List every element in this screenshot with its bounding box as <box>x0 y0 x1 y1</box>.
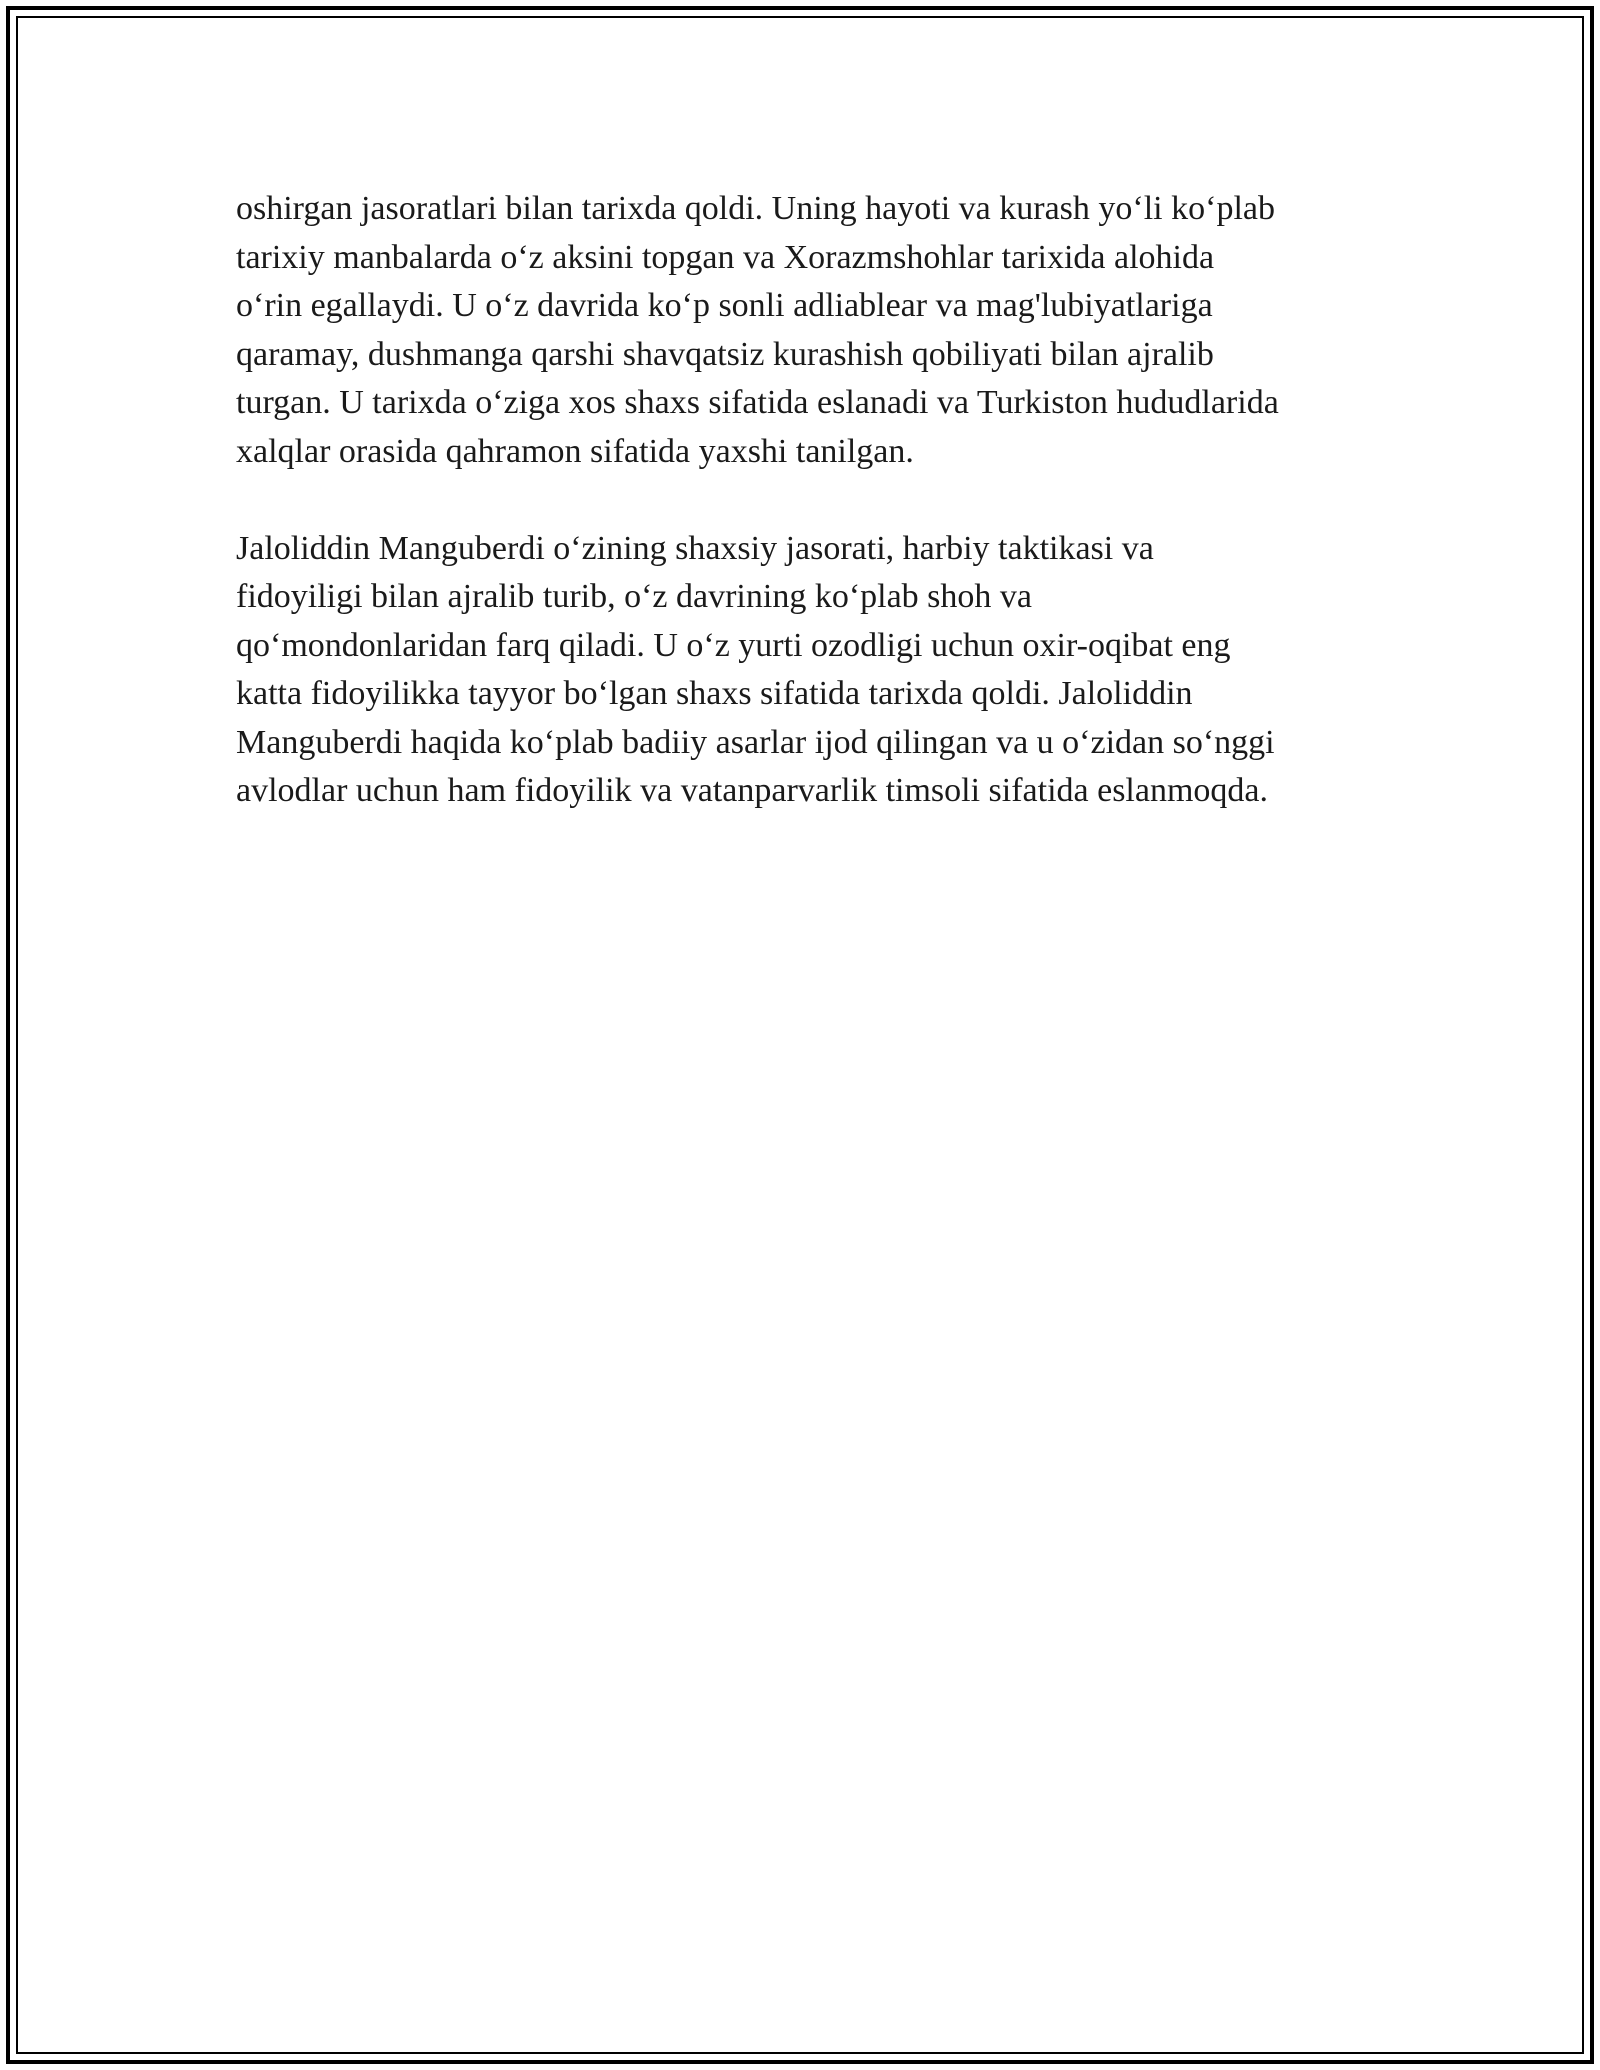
document-body <box>236 185 1376 864</box>
paragraph-2: Jaloliddin Manguberdi o‘zining shaxsiy jasorati, harbiy taktikasi va fidoyiligi bilan ajralib turib, o‘z davrining ko‘plab shoh va qo‘mondonlaridan farq qiladi. U o‘z yurti ozodligi uchun oxir-oqibat eng katta fidoyilikka tayyor bo‘lgan shaxs sifatida tarixda qoldi. Jaloliddin Manguberdi haqida ko‘plab badiiy asarlar ijod qilingan va u o‘zidan so‘nggi avlodlar uchun ham fidoyilik va vatanparvarlik timsoli sifatida eslanmoqda. <box>236 529 1275 809</box>
paragraph-1: oshirgan jasoratlari bilan tarixda qoldi. Uning hayoti va kurash yo‘li ko‘plab tarixiy manbalarda o‘z aksini topgan va Xorazmshohlar tarixida alohida o‘rin egallaydi. U o‘z davrida ko‘p sonli adliablear va mag'lubiyatlariga qaramay, dushmanga qarshi shavqatsiz kurashish qobiliyati bilan ajralib turgan. U tarixda o‘ziga xos shaxs sifatida eslanadi va Turkiston hududlarida xalqlar orasida qahramon sifatida yaxshi tanilgan. <box>236 190 1279 470</box>
